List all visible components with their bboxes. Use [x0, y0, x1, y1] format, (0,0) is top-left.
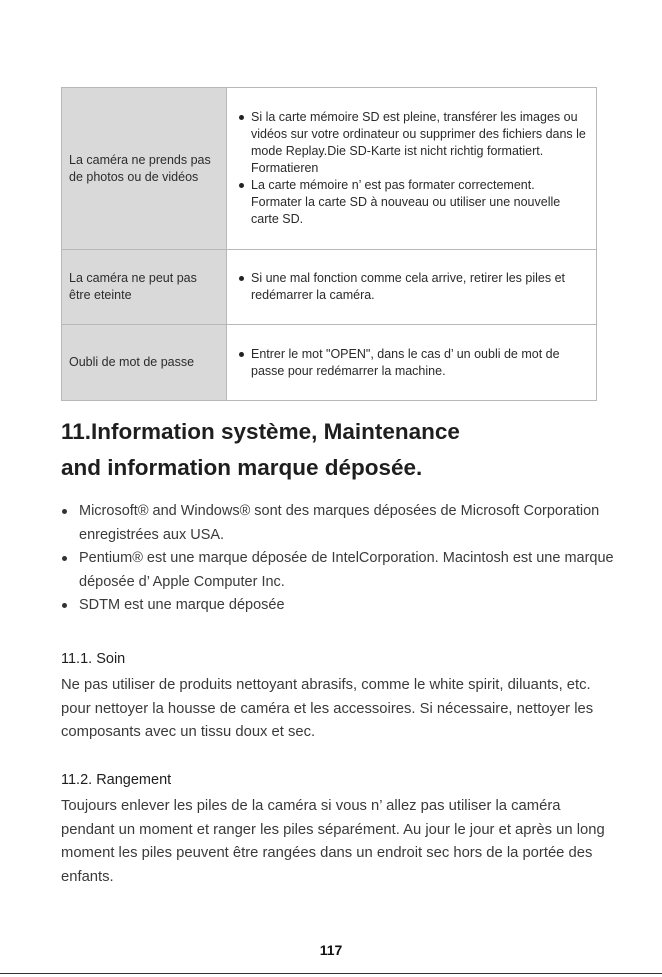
troubleshooting-table	[61, 87, 597, 401]
solution-list	[237, 270, 588, 304]
solution-cell	[227, 325, 597, 401]
solution-cell	[227, 250, 597, 325]
problem-cell: La caméra ne prends pas de photos ou de vidéos	[62, 88, 227, 250]
trademark-item: Microsoft® and Windows® sont des marques déposées de Microsoft Corporation enregistrées aux USA.	[61, 500, 621, 547]
trademark-list	[61, 500, 621, 618]
section-heading-line1: 11.Information système, Maintenance	[61, 419, 460, 444]
soin-paragraph: Ne pas utiliser de produits nettoyant abrasifs, comme le white spirit, diluants, etc. pour nettoyer la housse de caméra et les accessoires. Si nécessaire, nettoyer les composants avec un tissu doux et sec.	[61, 677, 594, 740]
solution-list	[237, 346, 588, 380]
solution-item: Si la carte mémoire SD est pleine, transférer les images ou vidéos sur votre ordinateur ou supprimer des fichiers dans le mode Replay.Die SD-Karte ist nicht richtig formatiert. Formatieren	[237, 109, 588, 177]
trademark-item: Pentium® est une marque déposée de IntelCorporation. Macintosh est une marque déposée d’ Apple Computer Inc.	[61, 547, 621, 594]
solution-item: Entrer le mot "OPEN", dans le cas d’ un oubli de mot de passe pour redémarrer la machine.	[237, 346, 588, 380]
solution-item: La carte mémoire n’ est pas formater correctement. Formater la carte SD à nouveau ou utiliser une nouvelle carte SD.	[237, 177, 588, 228]
solution-cell	[227, 88, 597, 250]
solution-list	[237, 109, 588, 228]
table-row	[62, 88, 597, 250]
bottom-divider	[0, 973, 662, 974]
table-row	[62, 325, 597, 401]
trademark-item: SDTM est une marque déposée	[61, 594, 621, 618]
section-heading-line2: and information marque déposée.	[61, 455, 423, 480]
solution-item: Si une mal fonction comme cela arrive, retirer les piles et redémarrer la caméra.	[237, 270, 588, 304]
rangement-title: 11.2. Rangement	[61, 772, 172, 788]
page-number: 117	[319, 942, 343, 958]
soin-title: 11.1. Soin	[61, 651, 126, 667]
section-heading	[61, 414, 460, 486]
problem-cell: La caméra ne peut pas être eteinte	[62, 250, 227, 325]
rangement-paragraph: Toujours enlever les piles de la caméra si vous n’ allez pas utiliser la caméra pendant un moment et ranger les piles séparément. Au jour le jour et après un long moment les piles peuvent être rangées dans un endroit sec hors de la portée des enfants.	[61, 798, 605, 885]
table-row	[62, 250, 597, 325]
problem-cell: Oubli de mot de passe	[62, 325, 227, 401]
